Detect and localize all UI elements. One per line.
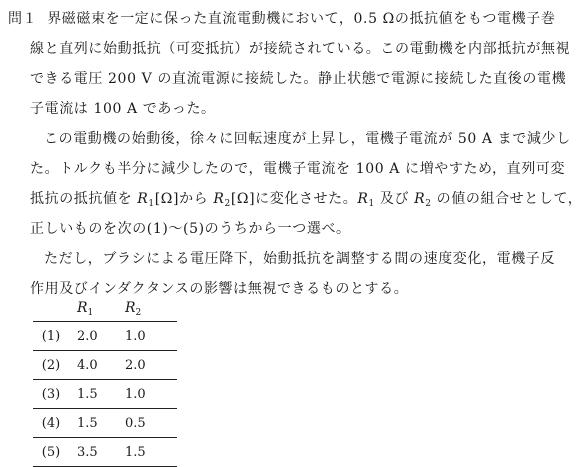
choice-label: (1): [41, 328, 61, 344]
choice-label: (5): [41, 444, 61, 460]
choice-r1-value: 1.5: [77, 386, 98, 402]
table-row[interactable]: [33, 322, 177, 351]
choice-label: (3): [41, 386, 61, 402]
choice-label: (4): [41, 415, 61, 431]
table-row[interactable]: [33, 351, 177, 380]
table-header-r2: $R_2$: [121, 297, 177, 322]
paragraph2-line-4: 正しいものを次の(1)～(5)のうちから一つ選べ。: [30, 221, 351, 237]
choice-r1-value: 2.0: [77, 328, 98, 344]
r1-symbol: $R_1$: [137, 191, 155, 209]
paragraph3-line-2: 作用及びインダクタンスの影響は無視できるものとする。: [30, 281, 409, 297]
table-row[interactable]: [33, 438, 177, 467]
table-row[interactable]: [33, 409, 177, 438]
table-header-blank: [33, 297, 69, 322]
table-row[interactable]: [33, 380, 177, 409]
question-line-4: 子電流は 100 A であった。: [30, 101, 216, 117]
choice-r2-value: 0.5: [125, 415, 146, 431]
r1-symbol: $R_1$: [357, 191, 375, 209]
question-number: 問１: [8, 11, 38, 27]
table-header-r1: $R_1$: [69, 297, 121, 322]
question-line-1: 問１ 界磁磁束を一定に保った直流電動機において，0.5 Ωの抵抗値をもつ電機子巻: [8, 11, 556, 27]
paragraph2-line-2: た。トルクも半分に減少したので，電機子電流を 100 A に増やすため，直列可変: [30, 161, 566, 177]
choice-r2-value: 1.0: [125, 328, 146, 344]
paragraph3-line-1: ただし，ブラシによる電圧降下，始動抵抗を調整する間の速度変化，電機子反: [44, 251, 555, 267]
r2-symbol: $R_2$: [414, 191, 432, 209]
question-line-3: できる電圧 200 V の直流電源に接続した。静止状態で電源に接続した直後の電機: [30, 71, 567, 87]
paragraph2-line-1: この電動機の始動後，徐々に回転速度が上昇し，電機子電流が 50 A まで減少し: [44, 131, 571, 147]
choice-label: (2): [41, 357, 61, 373]
choice-r2-value: 2.0: [125, 357, 146, 373]
paragraph2-line-3: 抵抗の抵抗値を $R_1[\Omega]$から $R_2[\Omega]$に変化させた。$R_1$ 及び $R_2$ の値の組合せとして，: [30, 191, 582, 209]
answer-choices-table: [33, 297, 177, 467]
question-line-2: 線と直列に始動抵抗（可変抵抗）が接続されている。この電動機を内部抵抗が無視: [30, 41, 571, 57]
choice-r2-value: 1.0: [125, 386, 146, 402]
choice-r1-value: 3.5: [77, 444, 98, 460]
r2-symbol: $R_2$: [213, 191, 231, 209]
table-header-row: [33, 297, 177, 322]
choice-r1-value: 1.5: [77, 415, 98, 431]
choice-r1-value: 4.0: [77, 357, 98, 373]
choice-r2-value: 1.5: [125, 444, 146, 460]
